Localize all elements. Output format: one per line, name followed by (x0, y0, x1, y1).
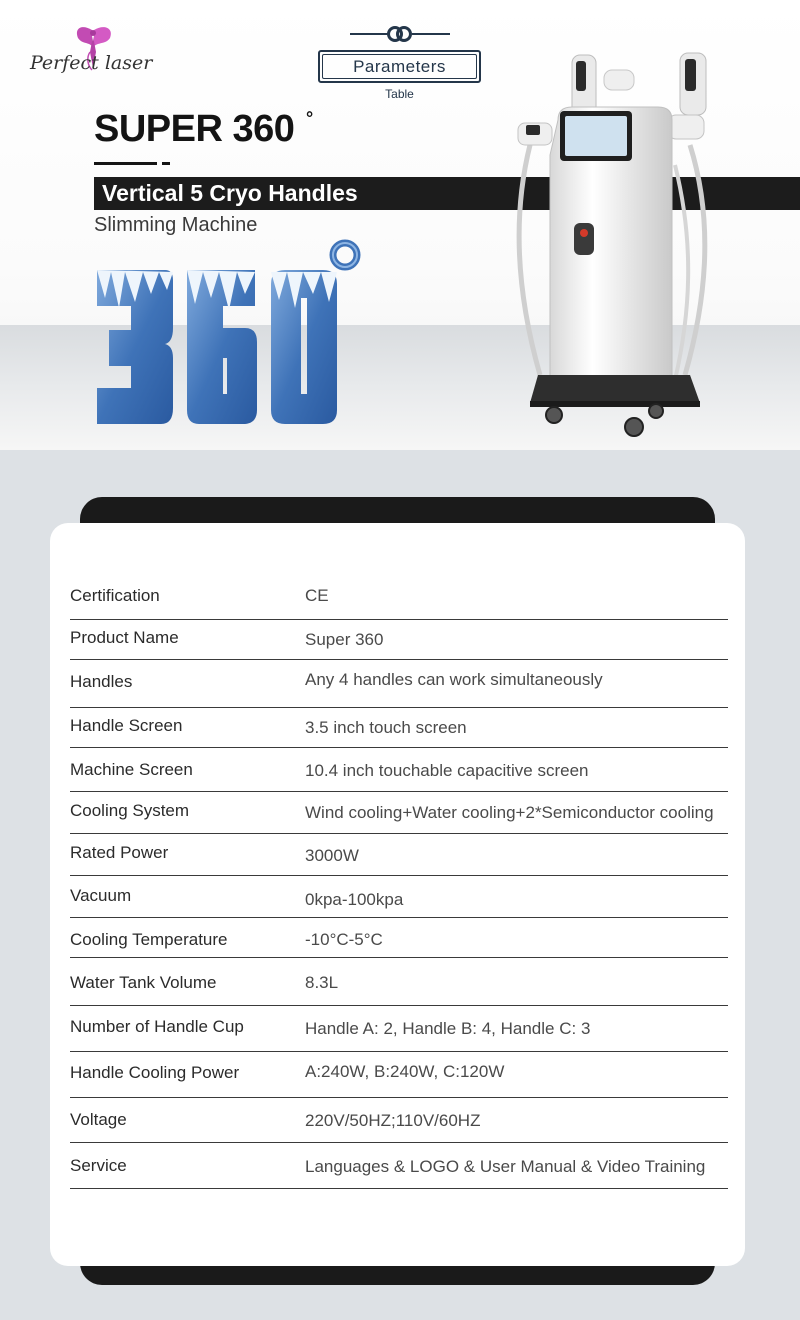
spec-value: Super 360 (305, 630, 384, 649)
ice-360-graphic (95, 258, 365, 433)
spec-label: Water Tank Volume (70, 973, 217, 992)
spec-label: Vacuum (70, 886, 132, 905)
headline-rule-short (162, 162, 170, 165)
spec-label: Number of Handle Cup (70, 1017, 244, 1036)
logo-text: Perfect laser (30, 52, 153, 74)
spec-value: CE (305, 586, 329, 605)
spec-value: A:240W, B:240W, C:120W (305, 1062, 505, 1081)
spec-divider (70, 707, 728, 708)
spec-label: Cooling System (70, 801, 190, 820)
degree-ring-icon (328, 238, 362, 272)
spec-divider (70, 1142, 728, 1143)
parameters-subtitle: Table (385, 87, 414, 101)
spec-label: Rated Power (70, 843, 169, 862)
headline-rule (94, 162, 157, 165)
brand-logo[interactable] (30, 22, 153, 82)
spec-label: Cooling Temperature (70, 930, 228, 949)
spec-label: Handles (70, 672, 133, 691)
deco-line-left (350, 33, 388, 35)
spec-value: -10°C-5°C (305, 930, 383, 949)
spec-divider (70, 1005, 728, 1006)
product-subtitle: Slimming Machine (94, 214, 258, 236)
spec-value: Any 4 handles can work simultaneously (305, 670, 603, 689)
spec-divider (70, 1051, 728, 1052)
feature-banner-text: Vertical 5 Cryo Handles (102, 180, 358, 206)
spec-value: 0kpa-100kpa (305, 890, 404, 909)
spec-divider (70, 957, 728, 958)
spec-value: 10.4 inch touchable capacitive screen (305, 761, 589, 780)
spec-divider (70, 659, 728, 660)
spec-value: 220V/50HZ;110V/60HZ (305, 1111, 481, 1130)
spec-label: Voltage (70, 1110, 127, 1129)
spec-divider (70, 875, 728, 876)
spec-divider (70, 1097, 728, 1098)
spec-value: Handle A: 2, Handle B: 4, Handle C: 3 (305, 1019, 591, 1038)
deco-line-right (412, 33, 450, 35)
headline-degree: ° (306, 108, 314, 128)
spec-label: Handle Screen (70, 716, 183, 735)
spec-label: Service (70, 1156, 127, 1175)
hero-banner (0, 0, 800, 450)
product-headline: SUPER 360 (94, 108, 295, 150)
spec-label: Handle Cooling Power (70, 1063, 240, 1082)
rings-icon (385, 24, 415, 44)
spec-value: 8.3L (305, 973, 339, 992)
spec-divider (70, 833, 728, 834)
spec-divider (70, 747, 728, 748)
spec-label: Machine Screen (70, 760, 193, 779)
spec-divider (70, 619, 728, 620)
parameters-box (318, 50, 481, 83)
spec-value: Wind cooling+Water cooling+2*Semiconductor cooling (305, 803, 714, 822)
spec-value: 3000W (305, 846, 359, 865)
cryo-machine-image (500, 45, 730, 445)
spec-value: 3.5 inch touch screen (305, 718, 467, 737)
parameters-title: Parameters (353, 57, 446, 76)
spec-label: Certification (70, 586, 160, 605)
spec-divider (70, 1188, 728, 1189)
spec-divider (70, 791, 728, 792)
spec-label: Product Name (70, 628, 179, 647)
spec-value: Languages & LOGO & User Manual & Video Training (305, 1157, 706, 1176)
spec-divider (70, 917, 728, 918)
